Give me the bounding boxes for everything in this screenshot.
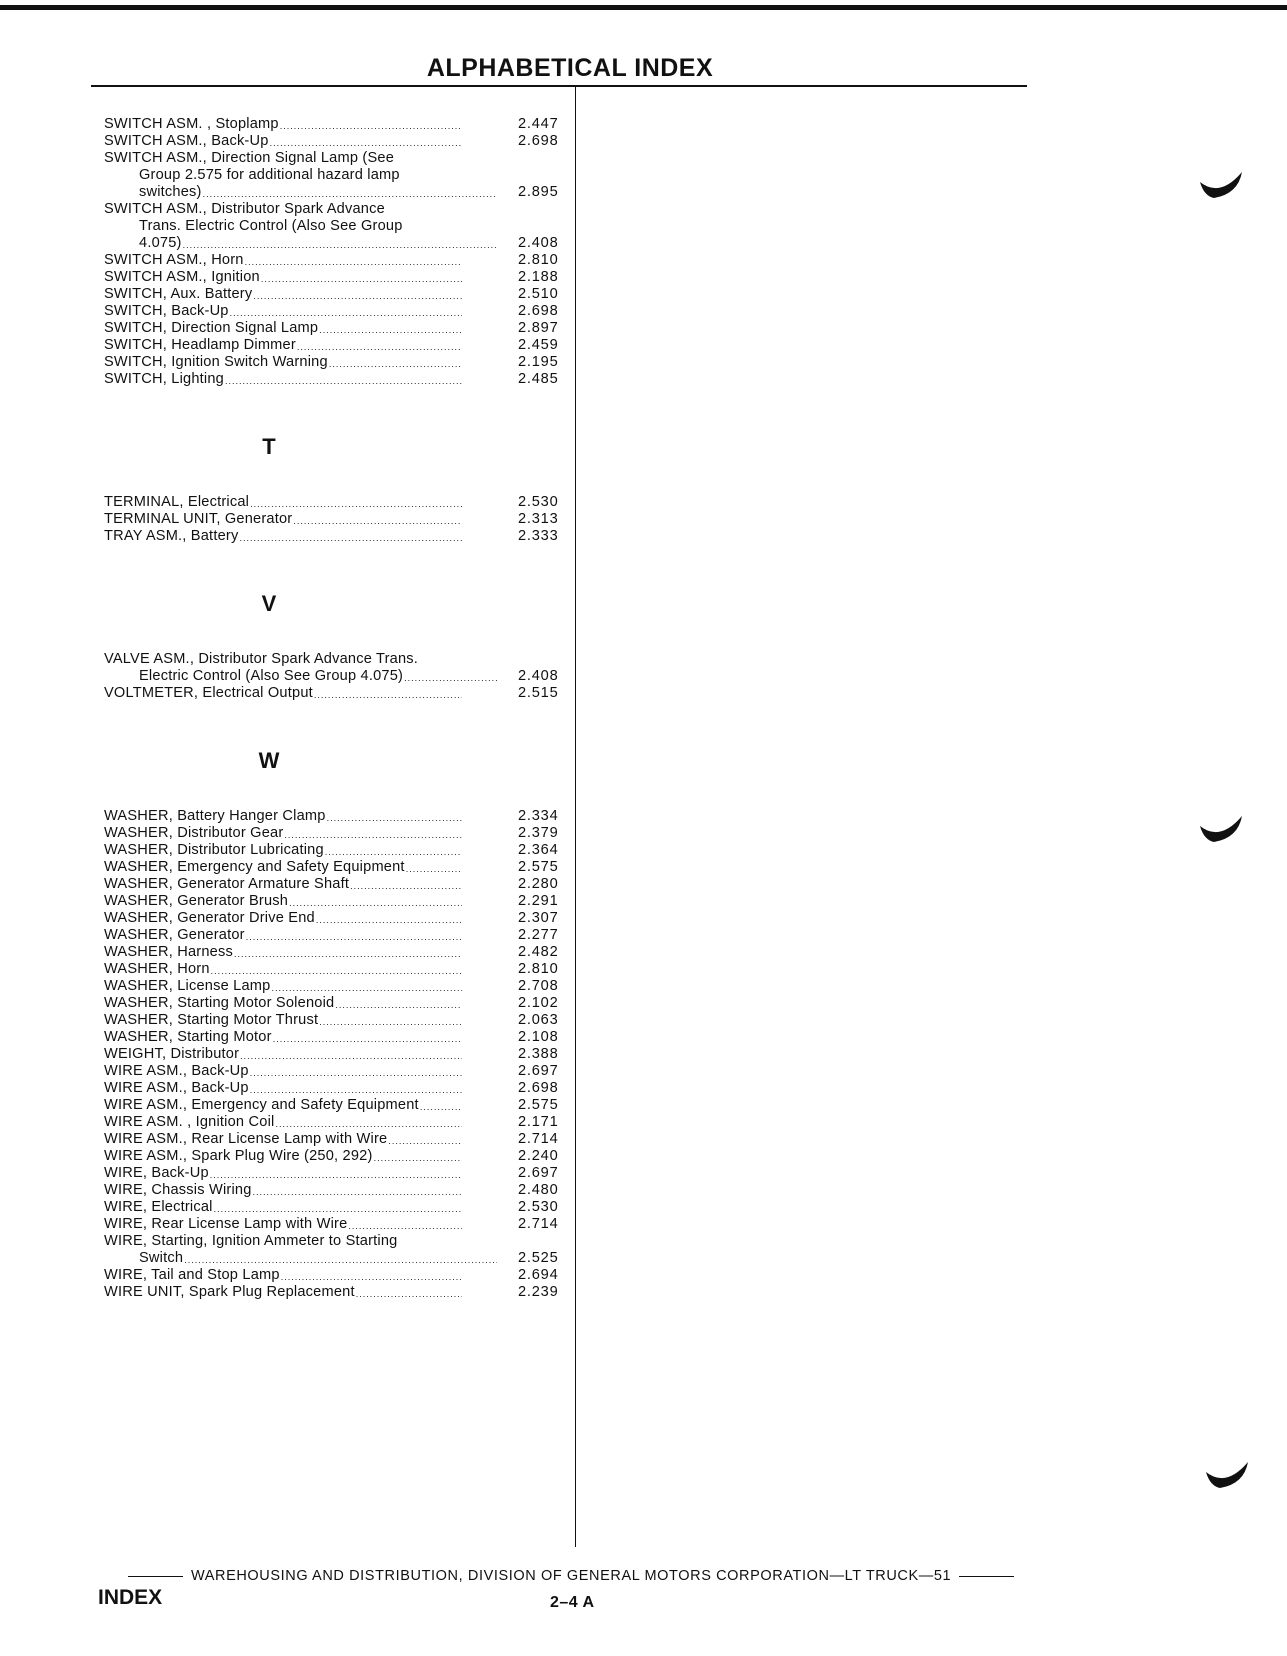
index-entry-text: WIRE ASM., Back-Up [104,1063,249,1079]
dot-leader [319,324,462,337]
index-entry-text: SWITCH, Ignition Switch Warning [104,354,328,370]
group-number: 2.510 [518,286,559,302]
index-entry-text: WIRE ASM., Rear License Lamp with Wire [104,1131,388,1147]
index-entry-text: TRAY ASM., Battery [104,528,239,544]
index-entry [104,1165,570,1182]
group-number: 2.694 [518,1267,559,1283]
index-entry [104,910,570,927]
index-entry [104,201,570,252]
index-entry [104,944,570,961]
page-number: 2–4 A [550,1594,595,1611]
dot-leader [335,999,462,1012]
dot-leader [404,672,497,685]
index-entry-text: SWITCH ASM., Ignition [104,269,260,285]
index-entry [104,1216,570,1233]
dot-leader [327,812,462,825]
group-number: 2.530 [518,1199,559,1215]
dot-leader [271,982,462,995]
group-number: 2.195 [518,354,559,370]
index-entry [104,651,570,685]
section-letter-w: W [258,748,280,773]
index-entry [104,1131,570,1148]
group-number: 2.482 [518,944,559,960]
index-entry [104,1182,570,1199]
dot-leader [388,1135,462,1148]
dot-leader [225,375,462,388]
index-entry-text: SWITCH, Headlamp Dimmer [104,337,296,353]
index-entry [104,685,570,702]
group-number: 2.698 [518,133,559,149]
footer-dash-left [128,1576,183,1577]
group-number: 2.108 [518,1029,559,1045]
index-entry [104,252,570,269]
index-entry-text: VALVE ASM., Distributor Spark Advance Trans. [104,651,419,667]
index-entry-text: WIRE ASM. , Ignition Coil [104,1114,275,1130]
dot-leader [210,1169,462,1182]
index-entry-text: SWITCH ASM., Horn [104,252,244,268]
dot-leader [314,689,462,702]
index-entry-text: Group 2.575 for additional hazard lamp [139,167,400,183]
dot-leader [246,931,462,944]
footer-dash-right [959,1576,1014,1577]
group-number: 2.530 [518,494,559,510]
index-entry-text: WIRE, Tail and Stop Lamp [104,1267,280,1283]
index-entry-text: SWITCH, Aux. Battery [104,286,253,302]
group-number: 2.280 [518,876,559,892]
group-number: 2.697 [518,1165,559,1181]
index-entry-text: WIRE ASM., Spark Plug Wire (250, 292) [104,1148,373,1164]
group-number: 2.698 [518,303,559,319]
index-entry-text: Electric Control (Also See Group 4.075) [139,668,404,684]
dot-leader [273,1033,462,1046]
group-number: 2.459 [518,337,559,353]
group-number: 2.408 [518,235,559,251]
dot-leader [281,1271,462,1284]
group-number: 2.291 [518,893,559,909]
dot-leader [245,256,462,269]
index-entry-text: WASHER, Harness [104,944,233,960]
dot-leader [356,1288,462,1301]
section-letter-t: T [262,434,276,459]
index-entry-text: WASHER, Battery Hanger Clamp [104,808,326,824]
group-number: 2.171 [518,1114,559,1130]
group-number: 2.575 [518,1097,559,1113]
dot-leader [239,532,462,545]
punch-hole-mark-middle [1198,812,1246,846]
group-number: 2.697 [518,1063,559,1079]
group-number: 2.240 [518,1148,559,1164]
dot-leader [184,1254,497,1267]
dot-leader [280,120,462,133]
index-entry [104,286,570,303]
index-entry-text: WIRE ASM., Emergency and Safety Equipment [104,1097,419,1113]
dot-leader [234,948,462,961]
group-number: 2.447 [518,116,559,132]
index-entry-text: Trans. Electric Control (Also See Group [139,218,403,234]
index-entry [104,1199,570,1216]
group-number: 2.277 [518,927,559,943]
index-entry-text: TERMINAL UNIT, Generator [104,511,293,527]
page-title: ALPHABETICAL INDEX [426,54,714,82]
dot-leader [325,846,462,859]
dot-leader [240,1050,462,1063]
dot-leader [329,358,462,371]
group-number: 2.102 [518,995,559,1011]
dot-leader [214,1203,462,1216]
index-entry-text: WIRE, Starting, Ignition Ammeter to Starting [104,1233,398,1249]
index-entry-text: 4.075) [139,235,182,251]
index-entry [104,303,570,320]
group-number: 2.063 [518,1012,559,1028]
index-entry-text: WASHER, Distributor Gear [104,825,284,841]
index-entry [104,876,570,893]
index-entry-text: WEIGHT, Distributor [104,1046,240,1062]
index-entry [104,978,570,995]
index-entry [104,150,570,201]
index-entry-text: WASHER, Generator Drive End [104,910,315,926]
group-number: 2.364 [518,842,559,858]
index-entry-text: WIRE, Chassis Wiring [104,1182,252,1198]
index-entry [104,354,570,371]
group-number: 2.708 [518,978,559,994]
group-number: 2.480 [518,1182,559,1198]
index-entry [104,1046,570,1063]
title-underline [91,85,1027,87]
index-entry [104,1267,570,1284]
dot-leader [293,515,462,528]
index-entry-text: SWITCH ASM., Direction Signal Lamp (See [104,150,395,166]
index-entry-text: SWITCH ASM., Distributor Spark Advance [104,201,385,217]
index-entry [104,1063,570,1080]
group-number: 2.810 [518,961,559,977]
index-entry-text: SWITCH, Direction Signal Lamp [104,320,319,336]
index-entry-text: WASHER, Emergency and Safety Equipment [104,859,405,875]
index-entry [104,1114,570,1131]
dot-leader [374,1152,462,1165]
dot-leader [297,341,462,354]
dot-leader [270,137,462,150]
top-border-rule [0,0,1287,14]
index-entry-text: WASHER, Generator [104,927,245,943]
index-entry [104,859,570,876]
index-entry [104,1080,570,1097]
dot-leader [406,863,462,876]
index-entry-text: WIRE UNIT, Spark Plug Replacement [104,1284,355,1300]
index-entry [104,1029,570,1046]
dot-leader [250,1084,462,1097]
index-entry [104,842,570,859]
dot-leader [253,290,462,303]
index-entry [104,371,570,388]
index-entry-text: TERMINAL, Electrical [104,494,250,510]
punch-hole-mark-bottom [1204,1458,1252,1492]
index-entry-text: SWITCH ASM. , Stoplamp [104,116,279,132]
index-entry-text: VOLTMETER, Electrical Output [104,685,313,701]
index-column [104,116,570,1301]
index-entry-text: WASHER, Distributor Lubricating [104,842,324,858]
group-number: 2.897 [518,320,559,336]
dot-leader [350,880,462,893]
index-entry [104,927,570,944]
group-number: 2.333 [518,528,559,544]
group-number: 2.307 [518,910,559,926]
group-number: 2.188 [518,269,559,285]
index-entry [104,808,570,825]
dot-leader [211,965,462,978]
index-entry-text: WIRE, Back-Up [104,1165,209,1181]
index-entry-text: WIRE ASM., Back-Up [104,1080,249,1096]
index-entry [104,511,570,528]
index-entry [104,337,570,354]
footer-text: WAREHOUSING AND DISTRIBUTION, DIVISION OF GENERAL MOTORS CORPORATION—LT TRUCK—51 [191,1568,952,1584]
column-divider [575,87,576,1547]
group-number: 2.714 [518,1131,559,1147]
index-entry-text: WIRE, Electrical [104,1199,213,1215]
footer-line [120,1568,1040,1584]
index-entry-text: SWITCH, Lighting [104,371,224,387]
index-entry-text: WASHER, Horn [104,961,210,977]
index-entry [104,1012,570,1029]
index-entry-text: SWITCH ASM., Back-Up [104,133,269,149]
index-entry [104,1148,570,1165]
dot-leader [261,273,462,286]
index-entry-text: WIRE, Rear License Lamp with Wire [104,1216,348,1232]
punch-hole-mark-top [1198,168,1246,202]
group-number: 2.239 [518,1284,559,1300]
dot-leader [230,307,462,320]
dot-leader [203,188,497,201]
group-number: 2.515 [518,685,559,701]
index-entry [104,528,570,545]
index-entry-text: Switch [139,1250,184,1266]
dot-leader [319,1016,462,1029]
group-number: 2.714 [518,1216,559,1232]
group-number: 2.408 [518,668,559,684]
group-number: 2.895 [518,184,559,200]
group-number: 2.575 [518,859,559,875]
dot-leader [289,897,462,910]
index-entry-text: WASHER, License Lamp [104,978,271,994]
dot-leader [250,1067,462,1080]
index-entry [104,893,570,910]
group-number: 2.388 [518,1046,559,1062]
index-entry [104,825,570,842]
dot-leader [284,829,462,842]
dot-leader [420,1101,462,1114]
index-entry [104,961,570,978]
dot-leader [253,1186,462,1199]
index-entry [104,1097,570,1114]
footer-index-label: INDEX [98,1586,163,1609]
index-entry [104,995,570,1012]
index-entry [104,269,570,286]
index-entry [104,133,570,150]
group-number: 2.525 [518,1250,559,1266]
index-entry [104,1284,570,1301]
index-entry-text: SWITCH, Back-Up [104,303,229,319]
index-entry-text: WASHER, Starting Motor [104,1029,272,1045]
dot-leader [275,1118,462,1131]
index-entry-text: WASHER, Generator Armature Shaft [104,876,350,892]
section-letter-v: V [261,591,277,616]
index-entry [104,1233,570,1267]
index-entry [104,320,570,337]
index-entry-text: WASHER, Generator Brush [104,893,289,909]
index-entry-text: WASHER, Starting Motor Solenoid [104,995,335,1011]
group-number: 2.810 [518,252,559,268]
group-number: 2.313 [518,511,559,527]
dot-leader [183,239,497,252]
dot-leader [316,914,462,927]
index-entry-text: WASHER, Starting Motor Thrust [104,1012,319,1028]
dot-leader [250,498,462,511]
index-entry [104,494,570,511]
index-entry [104,116,570,133]
group-number: 2.379 [518,825,559,841]
group-number: 2.334 [518,808,559,824]
dot-leader [348,1220,462,1233]
group-number: 2.485 [518,371,559,387]
index-entry-text: switches) [139,184,202,200]
group-number: 2.698 [518,1080,559,1096]
